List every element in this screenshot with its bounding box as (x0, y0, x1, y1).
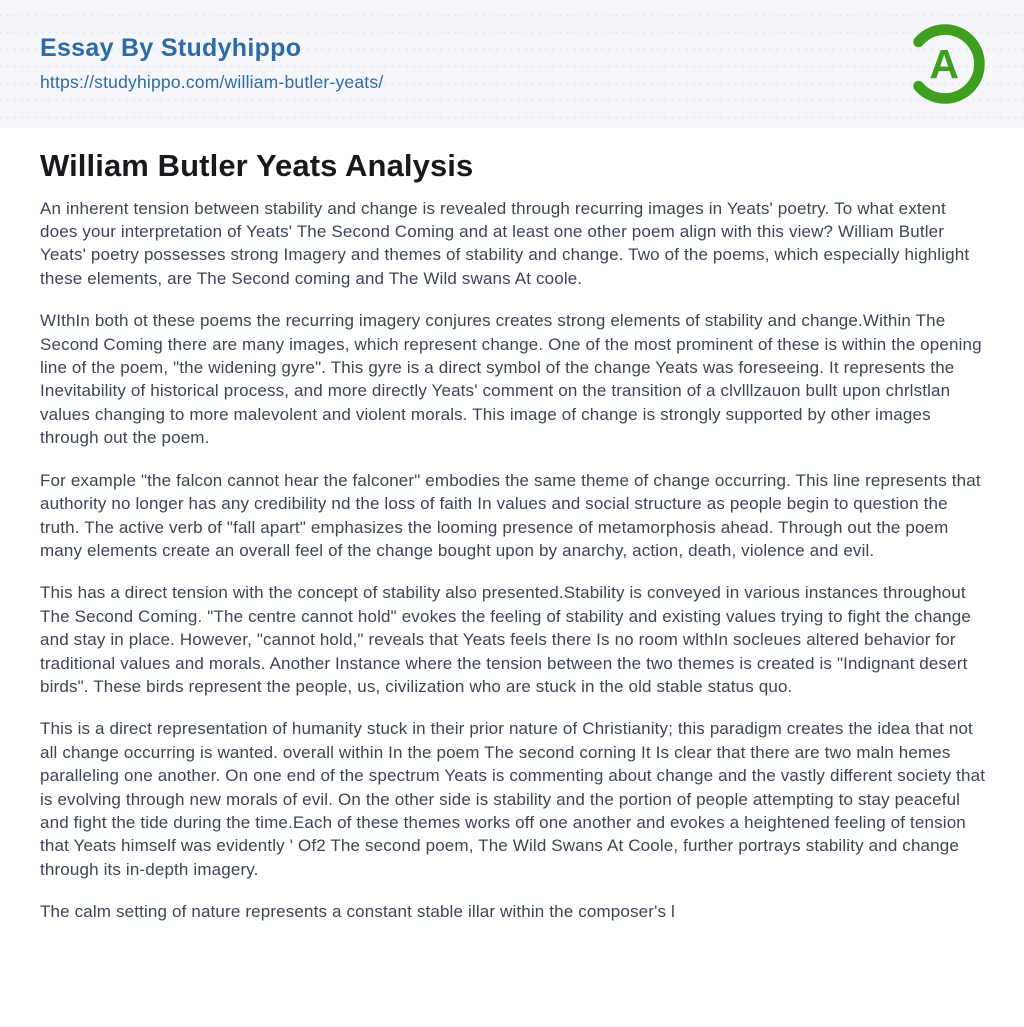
paragraph-3: For example "the falcon cannot hear the falconer" embodies the same theme of change occurring. This line represents that authority no longer has any credibility nd the loss of faith In values and social structure as people begin to question the truth. The active verb of "fall apart" emphasizes the looming presence of metamorphosis ahead. Through out the poem many elements create an overall feel of the change bought upon by anarchy, action, death, violence and evil. (40, 470, 981, 560)
paragraph-5: This is a direct representation of humanity stuck in their prior nature of Christianity; this paradigm creates the idea that not all change occurring is wanted. overall within In the poem The second corning It Is clear that there are two maln hemes paralleling one another. On one end of the spectrum Yeats is commenting about change and the vastly different society that is evolving through new morals of evil. On the other side is stability and the portion of people attempting to stay peaceful and fight the tide during the time.Each of these themes works off one another and evokes a heightened feeling of tension that Yeats himself was evidently ' Of2 The second poem, The Wild Swans At Coole, further portrays stability and change through its in-depth imagery. (40, 719, 986, 879)
article (0, 128, 1024, 924)
paragraph-2: WIthIn both ot these poems the recurring imagery conjures creates strong elements of stability and change.Within The Second Coming there are many images, which represent change. One of the most prominent of these is within the opening line of the poem, "the widening gyre". This gyre is a direct symbol of the change Yeats was foreseeing. It represents the Inevitability of historical process, and more directly Yeats' comment on the transition of a clvlllzauon bullt upon chrlstlan values changing to more malevolent and violent morals. This image of change is strongly supported by other images through out the poem. (40, 311, 982, 448)
header-text-block (40, 35, 383, 94)
paragraph-4: This has a direct tension with the concept of stability also presented.Stability is conveyed in various instances throughout The Second Coming. "The centre cannot hold" evokes the feeling of stability and existing values trying to fight the change and stay in place. However, "cannot hold," reveals that Yeats feels there Is no room wlthIn socleues altered behavior for traditional values and morals. Another Instance where the tension between the two themes is created is "Indignant desert birds". These birds represent the people, us, civilization who are stuck in the old stable status quo. (40, 583, 971, 696)
header (0, 0, 1024, 128)
studyhippo-logo (904, 21, 986, 107)
logo-ring-a-icon (904, 21, 986, 107)
brand-title: Essay By Studyhippo (40, 33, 302, 62)
source-url-link[interactable]: https://studyhippo.com/william-butler-yeats/ (40, 72, 384, 93)
article-title: William Butler Yeats Analysis (40, 148, 474, 183)
paragraph-6: The calm setting of nature represents a constant stable illar within the composer's l (40, 902, 675, 922)
logo-letter: A (929, 40, 959, 87)
paragraph-1: An inherent tension between stability and change is revealed through recurring images in Yeats' poetry. To what extent does your interpretation of Yeats' The Second Coming and at least one other poem align with this view? William Butler Yeats' poetry possesses strong Imagery and themes of stability and change. Two of the poems, which especially highlight these elements, are The Second coming and The Wild swans At coole. (40, 198, 970, 288)
